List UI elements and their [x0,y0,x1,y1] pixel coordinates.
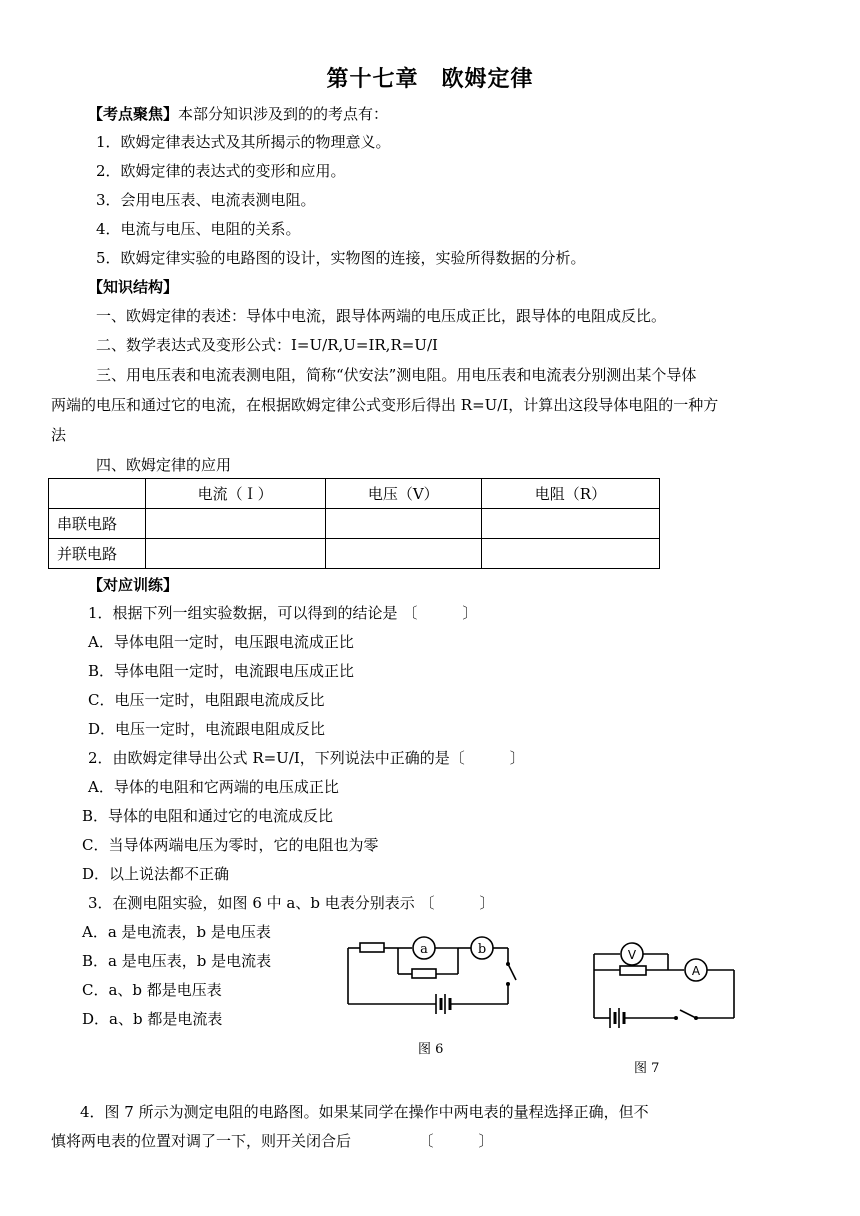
focus-item: 5．欧姆定律实验的电路图的设计，实物图的连接，实验所得数据的分析。 [96,249,586,267]
structure-heading: 【知识结构】 [88,278,179,296]
question-1-option-d: D．电压一定时，电流跟电阻成反比 [88,720,326,738]
table-header-cell: 电流（Ｉ） [145,479,325,509]
table-cell [481,539,659,569]
structure-paragraph-3-line-3: 法 [51,426,67,444]
table-row [49,539,660,569]
structure-paragraph-2: 二、数学表达式及变形公式：I=U/R,U=IR,R=U/I [96,336,438,354]
meter-b-label: b [477,942,487,957]
table-cell [145,509,325,539]
structure-paragraph-1: 一、欧姆定律的表述：导体中电流，跟导体两端的电压成正比，跟导体的电阻成反比。 [96,307,667,325]
question-3-option-b: B．a 是电压表，b 是电流表 [82,952,272,970]
question-2-option-b: B．导体的电阻和通过它的电流成反比 [82,807,334,825]
page-title: 第十七章 欧姆定律 [326,67,534,92]
question-3-option-a: A．a 是电流表，b 是电压表 [82,923,271,941]
question-3-option-c: C．a、b 都是电压表 [82,981,222,999]
question-1-option-c: C．电压一定时，电阻跟电流成反比 [88,691,325,709]
table-cell [325,539,481,569]
figure-6-svg [338,928,528,1014]
ammeter-label: A [691,964,701,978]
training-heading: 【对应训练】 [88,576,179,594]
ohm-law-application-table [48,478,660,569]
question-1-stem: 1．根据下列一组实验数据，可以得到的结论是 〔 〕 [88,604,478,622]
meter-a-label: a [420,942,428,957]
question-2-option-c: C．当导体两端电压为零时，它的电阻也为零 [82,836,379,854]
focus-item: 1．欧姆定律表达式及其所揭示的物理意义。 [96,133,391,151]
voltmeter-label: V [627,948,637,962]
table-cell [145,539,325,569]
question-2-stem: 2．由欧姆定律导出公式 R=U/I，下列说法中正确的是〔 〕 [88,749,525,767]
table-header-cell: 电压（V） [325,479,481,509]
focus-item: 4．电流与电压、电阻的关系。 [96,220,301,238]
figure-6-circuit [338,928,528,1014]
focus-intro: 本部分知识涉及到的的考点有： [178,105,389,123]
question-3-option-d: D．a、b 都是电流表 [82,1010,223,1028]
question-1-option-b: B．导体电阻一定时，电流跟电压成正比 [88,662,355,680]
structure-paragraph-3-line-1: 三、用电压表和电流表测电阻，简称“伏安法”测电阻。用电压表和电流表分别测出某个导体 [96,366,697,384]
table-header-cell [49,479,146,509]
figure-7-svg [584,938,744,1030]
question-3-stem: 3．在测电阻实验，如图 6 中 a、b 电表分别表示 〔 〕 [88,894,495,912]
question-2-option-a: A．导体的电阻和它两端的电压成正比 [88,778,339,796]
table-row-label: 并联电路 [49,539,146,569]
question-4-line-2: 慎将两电表的位置对调了一下，则开关闭合后 〔 〕 [51,1132,494,1150]
table-cell [481,509,659,539]
table-cell [325,509,481,539]
figure-7-caption: 图 7 [634,1061,660,1076]
table-header-cell: 电阻（R） [481,479,659,509]
focus-item: 2．欧姆定律的表达式的变形和应用。 [96,162,346,180]
figure-7-circuit [584,938,744,1030]
focus-heading: 【考点聚焦】 [88,105,179,123]
table-row-label: 串联电路 [49,509,146,539]
table-header-row [49,479,660,509]
structure-paragraph-4: 四、欧姆定律的应用 [96,456,232,474]
question-1-option-a: A．导体电阻一定时，电压跟电流成正比 [88,633,354,651]
question-4-line-1: 4．图 7 所示为测定电阻的电路图。如果某同学在操作中两电表的量程选择正确，但不 [80,1103,649,1121]
figure-6-caption: 图 6 [418,1042,444,1057]
structure-paragraph-3-line-2: 两端的电压和通过它的电流，在根据欧姆定律公式变形后得出 R=U/I，计算出这段导体电阻的一种方 [51,396,719,414]
focus-item: 3．会用电压表、电流表测电阻。 [96,191,316,209]
table-row [49,509,660,539]
question-2-option-d: D．以上说法都不正确 [82,865,230,883]
focus-paragraph [88,104,388,124]
